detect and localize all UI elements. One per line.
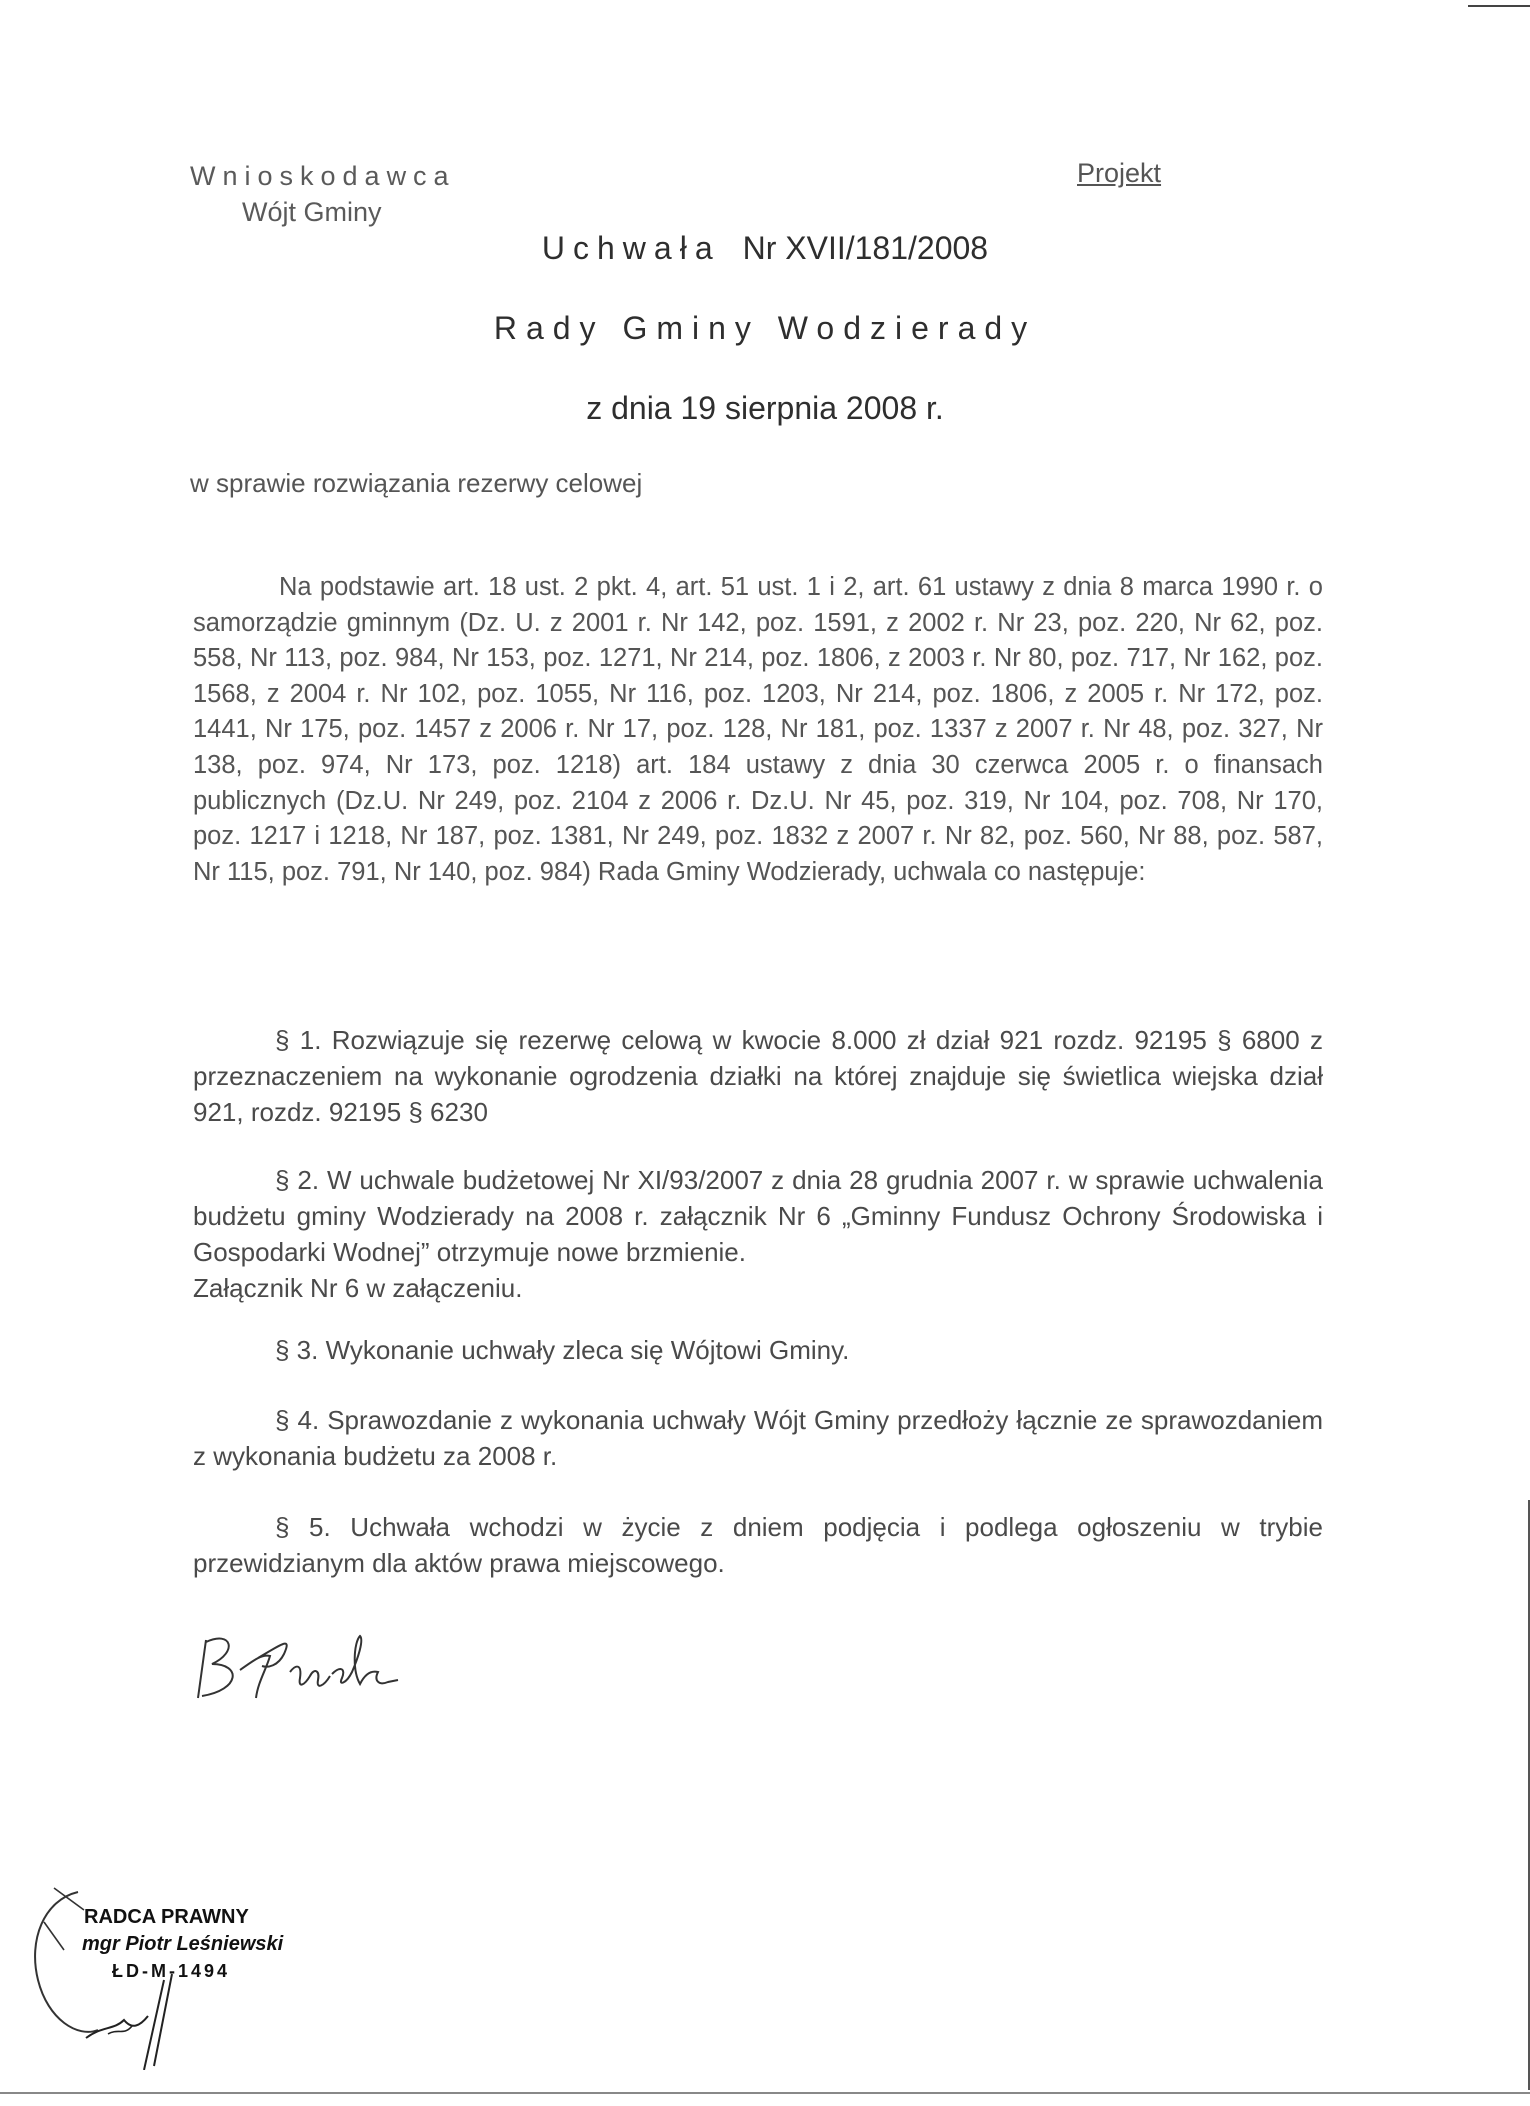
stamp-text <box>84 1904 283 1985</box>
applicant-name: Wójt Gminy <box>242 197 382 227</box>
paragraph-3: § 3. Wykonanie uchwały zleca się Wójtowi Gminy. <box>275 1335 850 1365</box>
resolution-subject: w sprawie rozwiązania rezerwy celowej <box>190 468 643 498</box>
paragraph-1: § 1. Rozwiązuje się rezerwę celową w kwocie 8.000 zł dział 921 rozdz. 92195 § 6800 z przeznaczeniem na wykonanie ogrodzenia działki na której znajduje się świetlica wiejska dział 921, rozdz. 92195 § 6230 <box>193 1025 1323 1127</box>
legal-basis-preamble: Na podstawie art. 18 ust. 2 pkt. 4, art. 51 ust. 1 i 2, art. 61 ustawy z dnia 8 marca 1990 r. o samorządzie gminnym (Dz. U. z 2001 r. Nr 142, poz. 1591, z 2002 r. Nr 23, poz. 220, Nr 62, poz. 558, Nr 113, poz. 984, Nr 153, poz. 1271, Nr 214, poz. 1806, z 2003 r. Nr 80, poz. 717, Nr 162, poz. 1568, z 2004 r. Nr 102, poz. 1055, Nr 116, poz. 1203, Nr 214, poz. 1806, z 2005 r. Nr 172, poz. 1441, Nr 175, poz. 1457 z 2006 r. Nr 17, poz. 128, Nr 181, poz. 1337 z 2007 r. Nr 48, poz. 327, Nr 138, poz. 974, Nr 173, poz. 1218) art. 184 ustawy z dnia 30 czerwca 2005 r. o finansach publicznych (Dz.U. Nr 249, poz. 2104 z 2006 r. Dz.U. Nr 45, poz. 319, Nr 104, poz. 708, Nr 170, poz. 1217 i 1218, Nr 187, poz. 1381, Nr 249, poz. 1832 z 2007 r. Nr 82, poz. 560, Nr 88, poz. 587, Nr 115, poz. 791, Nr 140, poz. 984) Rada Gminy Wodzierady, uchwala co następuje: <box>193 573 1323 886</box>
resolution-title <box>0 230 1530 267</box>
applicant-role: Wnioskodawca <box>190 161 456 191</box>
paragraph-2-attachment-note: Załącznik Nr 6 w załączeniu. <box>193 1273 523 1303</box>
scan-edge-top <box>1468 5 1530 7</box>
council-name: Rady Gminy Wodzierady <box>493 310 1037 346</box>
resolution-label: Uchwała <box>541 230 721 266</box>
project-label: Projekt <box>1077 158 1162 188</box>
stamp-title: RADCA PRAWNY <box>84 1906 249 1928</box>
stamp-id: ŁD-M-1494 <box>112 1961 231 1981</box>
handwritten-signature <box>192 1620 432 1710</box>
paragraph-5: § 5. Uchwała wchodzi w życie z dniem podjęcia i podlega ogłoszeniu w trybie przewidzianym dla aktów prawa miejscowego. <box>193 1512 1323 1578</box>
stamp-name: mgr Piotr Leśniewski <box>82 1933 284 1955</box>
scan-edge-bottom <box>0 2092 1530 2094</box>
resolution-number: Nr XVII/181/2008 <box>742 230 989 266</box>
paragraph-2-text: § 2. W uchwale budżetowej Nr XI/93/2007 z dnia 28 grudnia 2007 r. w sprawie uchwalenia budżetu gminy Wodzierady na 2008 r. załącznik Nr 6 „Gminny Fundusz Ochrony Środowiska i Gospodarki Wodnej” otrzymuje nowe brzmienie. <box>193 1165 1323 1267</box>
paragraph-2 <box>193 1162 1323 1306</box>
resolution-date: z dnia 19 sierpnia 2008 r. <box>586 390 944 426</box>
paragraph-4: § 4. Sprawozdanie z wykonania uchwały Wójt Gminy przedłoży łącznie ze sprawozdaniem z wykonania budżetu za 2008 r. <box>193 1405 1323 1471</box>
applicant-block <box>190 158 456 230</box>
